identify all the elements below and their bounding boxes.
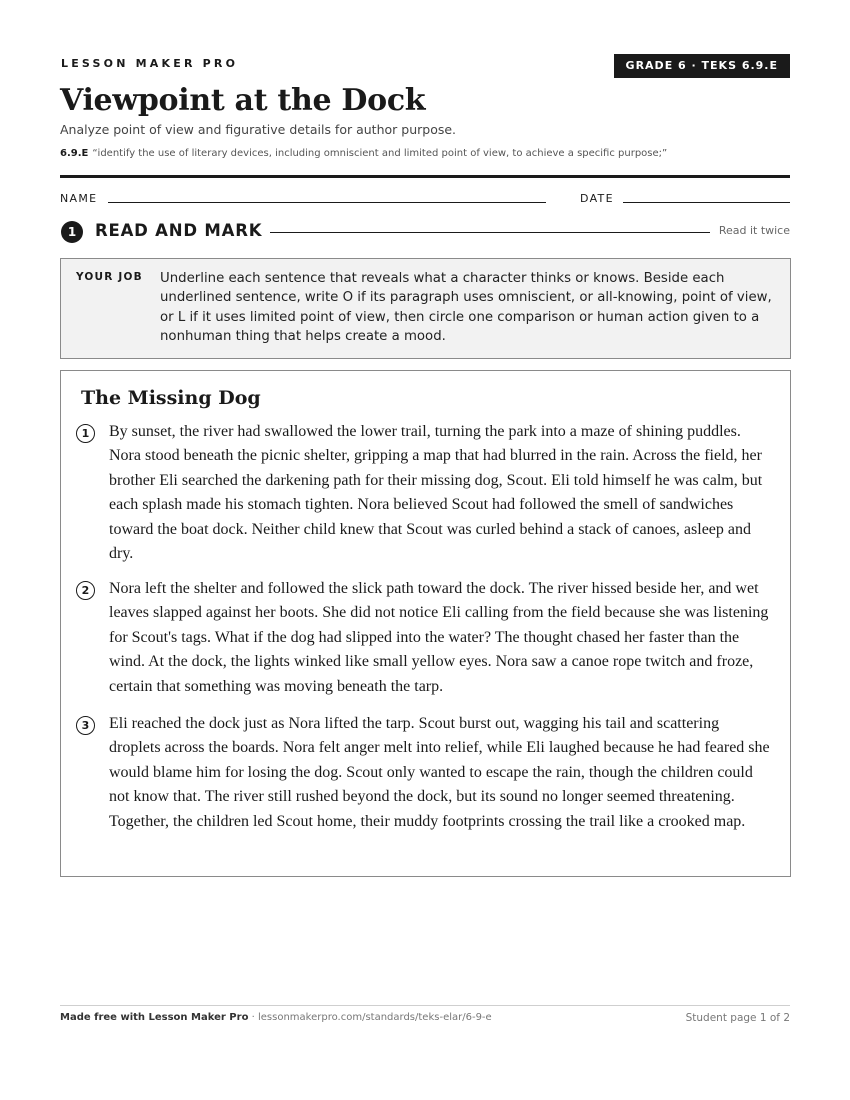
footer-made-by: Made free with Lesson Maker Pro (60, 1012, 249, 1023)
footer-credit (60, 1012, 492, 1023)
passage-box (60, 370, 791, 877)
standard-code: 6.9.E (60, 148, 89, 159)
your-job-label: YOUR JOB (76, 271, 143, 283)
page-title: Viewpoint at the Dock (60, 83, 426, 118)
footer-page-number: Student page 1 of 2 (685, 1012, 790, 1024)
standard-text: “identify the use of literary devices, including omniscient and limited point of view, to achieve a specific purpose;” (92, 148, 668, 159)
header-divider (60, 175, 790, 178)
date-label: DATE (580, 192, 614, 205)
name-label: NAME (60, 192, 98, 205)
footer-divider (60, 1005, 790, 1006)
footer-url[interactable]: lessonmakerpro.com/standards/teks-elar/6-9-e (257, 1012, 492, 1023)
brand-name: LESSON MAKER PRO (61, 57, 239, 70)
your-job-instructions: Underline each sentence that reveals what a character thinks or knows. Beside each underlined sentence, write O if its paragraph uses omniscient, or all-knowing, point of view, or L if it uses limited point of view, then circle one comparison or human action given to a nonhuman thing that helps create a mood. (160, 271, 772, 344)
section-number-badge: 1 (61, 221, 83, 243)
paragraph-number-1: 1 (76, 424, 95, 443)
name-field[interactable] (108, 202, 546, 203)
your-job-box (60, 258, 791, 359)
section-title: READ AND MARK (95, 221, 263, 240)
paragraph-2: Nora left the shelter and followed the slick path toward the dock. The river hissed beside her, and wet leaves slapped against her boots. She did not notice Eli calling from the field because she was listening for Scout's tags. What if the dog had slipped into the water? The thought chased her faster than the wind. At the dock, the lights winked like small yellow eyes. Nora saw a canoe rope twitch and froze, certain that something was moving beneath the tarp. (109, 580, 769, 695)
paragraph-number-3: 3 (76, 716, 95, 735)
page-subtitle: Analyze point of view and figurative details for author purpose. (60, 122, 457, 137)
footer-separator: · (248, 1012, 258, 1023)
passage-title: The Missing Dog (81, 387, 261, 409)
date-field[interactable] (623, 202, 790, 203)
section-divider (270, 232, 710, 233)
section-hint: Read it twice (718, 224, 790, 237)
paragraph-3: Eli reached the dock just as Nora lifted the tarp. Scout burst out, wagging his tail and scattering droplets across the boards. Nora felt anger melt into relief, while Eli laughed because he had feared she would blame him for losing the dog. Scout only wanted to escape the rain, though the children could not know that. The river still rushed beyond the dock, but its sound no longer seemed threatening. Together, the children led Scout home, their muddy footprints crossing the trail like a crooked map. (109, 715, 770, 830)
grade-badge: GRADE 6 · TEKS 6.9.E (614, 54, 790, 78)
standard-line (60, 148, 667, 159)
paragraph-number-2: 2 (76, 581, 95, 600)
paragraph-1: By sunset, the river had swallowed the lower trail, turning the park into a maze of shining puddles. Nora stood beneath the picnic shelter, gripping a map that had blurred in the rain. Across the field, her brother Eli searched the darkening path for their missing dog, Scout. Eli told himself he was calm, but each splash made his stomach tighten. Nora believed Scout had followed the smell of sandwiches toward the boat dock. Neither child knew that Scout was curled behind a stack of canoes, asleep and dry. (109, 423, 763, 563)
